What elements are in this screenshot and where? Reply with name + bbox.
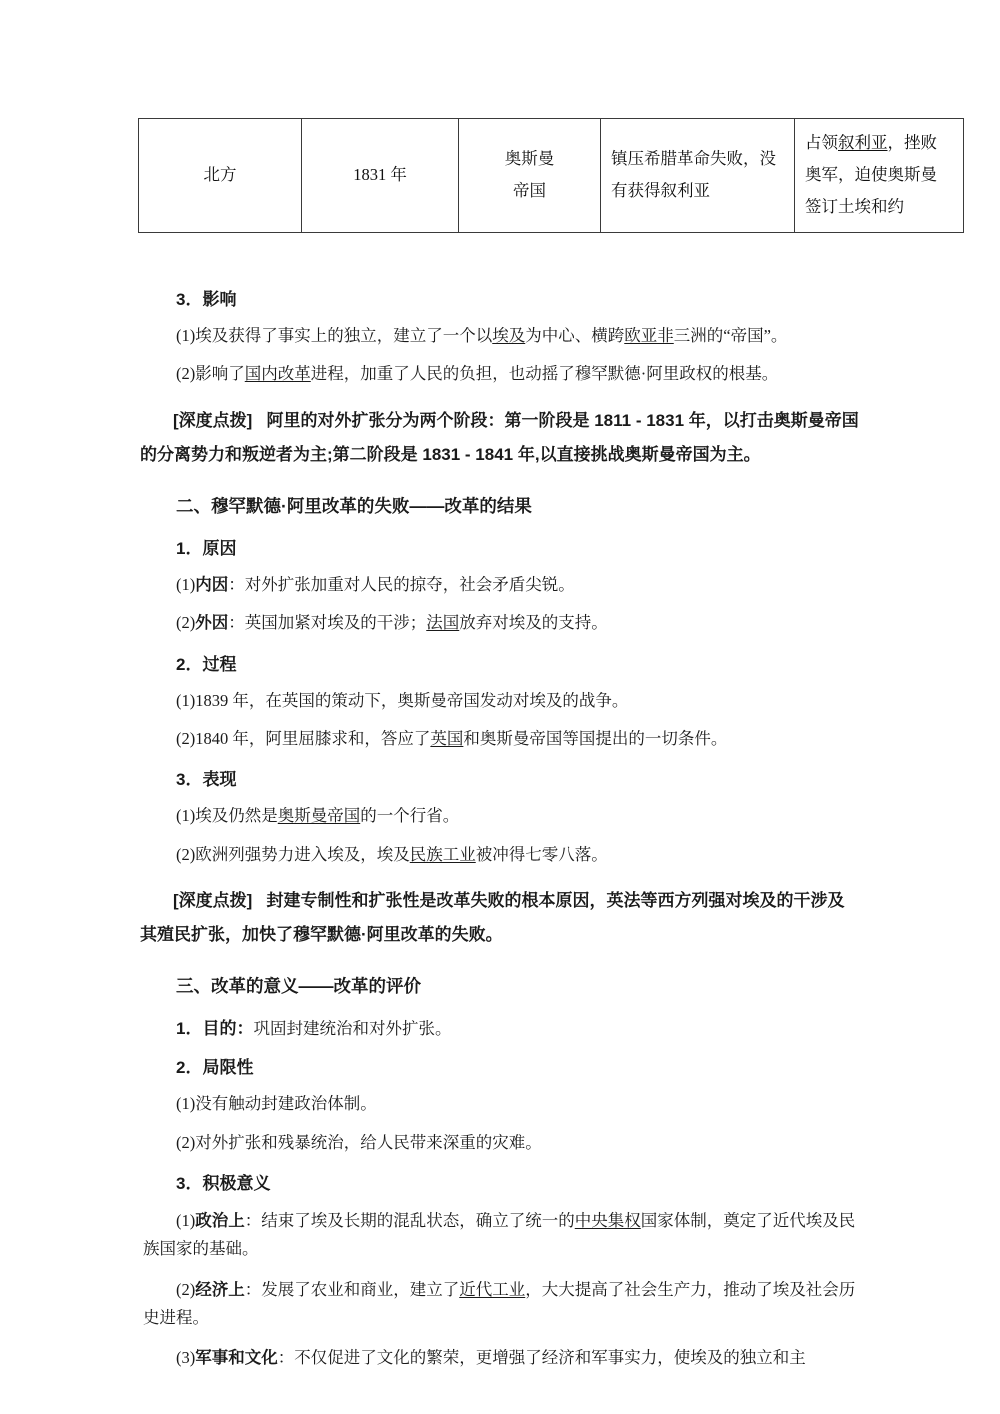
heading-section-three: 三、改革的意义——改革的评价 <box>176 976 421 997</box>
underlined-term: 法国 <box>426 613 460 633</box>
table-cell-region: 北方 <box>139 119 302 233</box>
item-marker: (2) <box>176 728 196 748</box>
table-cell-target-line-2: 帝国 <box>513 181 546 201</box>
heading-positive-significance: 3．积极意义 <box>176 1173 271 1193</box>
list-item-limitation-2 <box>140 1124 860 1162</box>
underlined-term: 国内改革 <box>244 364 311 384</box>
heading-purpose <box>140 1007 860 1046</box>
expansion-table <box>138 118 964 233</box>
item-marker: (1) <box>176 1094 196 1114</box>
item-text: 放弃对埃及的支持。 <box>459 613 608 633</box>
heading-limitations: 2．局限性 <box>176 1058 254 1078</box>
item-text: ：对外扩张加重对人民的掠夺，社会矛盾尖锐。 <box>228 574 575 594</box>
list-item-limitation-1 <box>140 1085 860 1123</box>
deep-tip-block-1 <box>140 394 860 482</box>
heading-causes: 1．原因 <box>176 538 237 558</box>
list-item-manifestation-2 <box>140 836 860 874</box>
list-item-impact-2 <box>140 355 860 393</box>
item-text: 1839 年，在英国的策动下，奥斯曼帝国发动对埃及的战争。 <box>195 690 629 710</box>
underlined-term: 中央集权 <box>574 1210 641 1230</box>
table-cell-target <box>459 119 601 233</box>
heading-purpose-text: 巩固封建统治和对外扩张。 <box>253 1019 452 1039</box>
item-marker: (2) <box>176 1279 196 1299</box>
heading-impact: 3．影响 <box>176 290 237 309</box>
item-text: 为中心、横跨 <box>525 326 625 345</box>
table-cell-outcome <box>795 119 964 233</box>
item-marker: (1) <box>176 574 196 594</box>
deep-tip-tag: [深度点拨] <box>173 891 253 911</box>
item-marker: (1) <box>176 806 196 826</box>
item-text: 的一个行省。 <box>360 806 460 826</box>
underlined-term: 民族工业 <box>409 844 476 864</box>
item-text: ：发展了农业和商业，建立了 <box>244 1279 460 1299</box>
item-marker: (1) <box>176 326 196 345</box>
item-text: 埃及仍然是 <box>195 806 278 826</box>
list-item-process-2 <box>140 720 860 758</box>
list-item-cause-external <box>140 604 860 642</box>
item-text: ，大大提高了社会生产力，推动了埃及社会历史进程。 <box>143 1279 856 1328</box>
item-lead-label: 军事和文化 <box>195 1349 278 1368</box>
heading-process: 2．过程 <box>176 654 237 674</box>
item-lead-label: 经济上 <box>195 1280 245 1299</box>
underlined-term: 近代工业 <box>459 1279 526 1299</box>
table-cell-target-line-1: 奥斯曼 <box>504 149 555 169</box>
item-marker: (1) <box>176 690 196 710</box>
item-text: ：英国加紧对埃及的干涉； <box>228 613 427 633</box>
item-marker: (3) <box>176 1348 196 1368</box>
item-marker: (1) <box>176 1210 196 1230</box>
item-text: 被冲得七零八落。 <box>475 844 608 864</box>
table-cell-year: 1831 年 <box>302 119 459 233</box>
item-marker: (2) <box>176 844 196 864</box>
deep-tip-text: 封建专制性和扩张性是改革失败的根本原因，英法等西方列强对埃及的干涉及其殖民扩张，加快了穆罕默德·阿里改革的失败。 <box>140 891 845 945</box>
outcome-underlined-term: 叙利亚 <box>838 133 888 152</box>
table-row <box>139 119 964 233</box>
list-item-process-1 <box>140 682 860 720</box>
item-marker: (2) <box>176 1132 196 1152</box>
expansion-table-wrapper <box>138 118 937 233</box>
item-text: 影响了 <box>195 364 245 384</box>
table-cell-result: 镇压希腊革命失败，没有获得叙利亚 <box>601 119 795 233</box>
item-text: 埃及获得了事实上的独立，建立了一个以 <box>195 326 493 345</box>
outcome-prefix: 占领 <box>805 133 838 152</box>
item-text: ：结束了埃及长期的混乱状态，确立了统一的 <box>244 1210 575 1230</box>
item-text: 进程，加重了人民的负担，也动摇了穆罕默德·阿里政权的根基。 <box>310 364 779 384</box>
heading-purpose-label: 1．目的： <box>176 1019 254 1039</box>
outcome-suffix: ，挫败奥军，迫使奥斯曼签订土埃和约 <box>805 133 937 217</box>
item-text: 1840 年，阿里屈膝求和，答应了 <box>195 728 431 748</box>
list-item-cause-internal <box>140 566 860 604</box>
heading-section-two: 二、穆罕默德·阿里改革的失败——改革的结果 <box>176 495 532 516</box>
deep-tip-block-2 <box>140 874 860 962</box>
underlined-term: 欧亚非 <box>624 326 674 345</box>
list-item-manifestation-1 <box>140 797 860 835</box>
list-item-impact-1 <box>140 317 860 355</box>
deep-tip-text: 阿里的对外扩张分为两个阶段：第一阶段是 1811 - 1831 年，以打击奥斯曼帝国的分离势力和叛逆者为主;第二阶段是 1831 - 1841 年,以直接挑战奥斯曼帝国为主。 <box>140 410 859 464</box>
underlined-term: 英国 <box>430 728 464 748</box>
item-text: 对外扩张和残暴统治，给人民带来深重的灾难。 <box>195 1132 542 1152</box>
item-lead-label: 政治上 <box>195 1211 245 1230</box>
item-marker: (2) <box>176 364 196 384</box>
item-text: 没有触动封建政治体制。 <box>195 1094 377 1114</box>
item-lead-label: 外因 <box>195 614 229 633</box>
document-body <box>0 278 1000 1379</box>
deep-tip-tag: [深度点拨] <box>173 410 253 430</box>
item-text: ：不仅促进了文化的繁荣，更增强了经济和军事实力，使埃及的独立和主 <box>277 1348 806 1368</box>
item-text: 和奥斯曼帝国等国提出的一切条件。 <box>463 728 728 748</box>
underlined-term: 埃及 <box>492 326 526 345</box>
item-text: 三洲的“帝国”。 <box>673 326 788 345</box>
list-item-positive-military-culture <box>140 1338 860 1378</box>
item-text: 国家体制，奠定了近代埃及民族国家的基础。 <box>143 1210 856 1259</box>
list-item-positive-political <box>140 1201 860 1270</box>
underlined-term: 奥斯曼帝国 <box>277 806 361 826</box>
item-lead-label: 内因 <box>195 575 229 594</box>
heading-manifestation: 3．表现 <box>176 770 237 790</box>
list-item-positive-economic <box>140 1270 860 1339</box>
item-text: 欧洲列强势力进入埃及，埃及 <box>195 844 410 864</box>
item-marker: (2) <box>176 613 196 633</box>
